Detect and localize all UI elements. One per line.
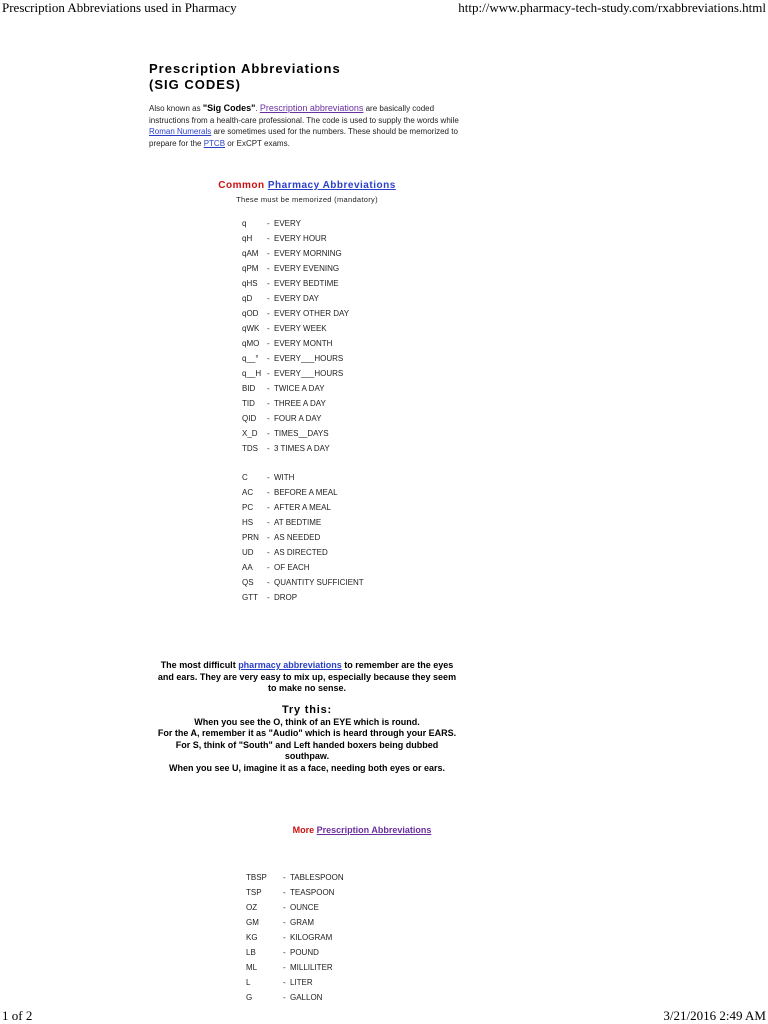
- intro-sig-codes: "Sig Codes": [202, 103, 256, 113]
- abbreviation-dash: -: [267, 249, 270, 258]
- try-this-line: For the A, remember it as "Audio" which is heard through your EARS.: [157, 728, 457, 739]
- abbreviation-code: qAM: [242, 249, 259, 258]
- abbreviation-code: ML: [246, 963, 258, 972]
- abbreviation-dash: -: [267, 324, 270, 333]
- abbreviation-meaning: GRAM: [290, 918, 314, 927]
- abbreviation-row: [242, 383, 442, 395]
- abbreviation-code: AC: [242, 488, 254, 497]
- abbreviation-meaning: 3 TIMES A DAY: [274, 444, 330, 453]
- abbreviation-code: AA: [242, 563, 253, 572]
- abbreviation-meaning: EVERY DAY: [274, 294, 319, 303]
- abbreviation-row: [242, 218, 442, 230]
- abbreviation-dash: -: [267, 488, 270, 497]
- abbreviation-meaning: DROP: [274, 593, 298, 602]
- abbreviation-dash: -: [267, 429, 270, 438]
- common-heading-word: Common: [218, 180, 265, 191]
- abbreviation-meaning: TWICE A DAY: [274, 384, 325, 393]
- abbreviation-code: q__H: [242, 369, 262, 378]
- abbreviation-code: qOD: [242, 309, 259, 318]
- ptcb-link[interactable]: PTCB: [203, 138, 226, 148]
- abbreviation-dash: -: [267, 444, 270, 453]
- abbreviation-meaning: POUND: [290, 948, 319, 957]
- prescription-abbreviations-link[interactable]: Prescription abbreviations: [259, 103, 364, 113]
- abbreviation-row: [242, 428, 442, 440]
- abbreviation-meaning: WITH: [274, 473, 295, 482]
- abbreviation-row: [246, 872, 446, 884]
- try-this-line: When you see U, imagine it as a face, needing both eyes or ears.: [168, 762, 446, 773]
- abbreviation-code: X_D: [242, 429, 258, 438]
- abbreviation-dash: -: [267, 518, 270, 527]
- abbreviation-row: [242, 293, 442, 305]
- abbreviation-meaning: EVERY WEEK: [274, 324, 327, 333]
- abbreviation-row: [246, 932, 446, 944]
- abbreviation-row: [242, 263, 442, 275]
- abbreviation-dash: -: [283, 873, 286, 882]
- page-title-line1: Prescription Abbreviations: [149, 61, 341, 76]
- abbreviation-code: UD: [242, 548, 254, 557]
- try-this-line: For S, think of "South" and Left handed boxers being dubbed southpaw.: [175, 739, 439, 762]
- abbreviation-row: [246, 962, 446, 974]
- abbreviation-row: [246, 887, 446, 899]
- abbreviation-row: [242, 413, 442, 425]
- more-abbreviations-heading: [0, 825, 724, 835]
- abbreviation-row: [246, 992, 446, 1004]
- abbreviation-meaning: AT BEDTIME: [274, 518, 322, 527]
- abbreviation-dash: -: [267, 309, 270, 318]
- abbreviation-dash: -: [267, 578, 270, 587]
- abbreviation-code: qWK: [242, 324, 260, 333]
- abbreviation-row: [242, 248, 442, 260]
- difficult-paragraph: [154, 660, 460, 695]
- abbreviation-code: TSP: [246, 888, 262, 897]
- abbreviation-dash: -: [267, 533, 270, 542]
- abbreviation-code: C: [242, 473, 248, 482]
- abbreviation-code: TID: [242, 399, 255, 408]
- abbreviation-code: KG: [246, 933, 258, 942]
- abbreviation-row: [242, 547, 442, 559]
- abbreviation-meaning: AS DIRECTED: [274, 548, 328, 557]
- pharmacy-abbreviations-link[interactable]: Pharmacy Abbreviations: [267, 180, 396, 191]
- abbreviation-row: [242, 398, 442, 410]
- abbreviation-meaning: MILLILITER: [290, 963, 333, 972]
- common-subtitle: These must be memorized (mandatory): [236, 195, 378, 204]
- abbreviation-code: qPM: [242, 264, 259, 273]
- abbreviation-meaning: OF EACH: [274, 563, 310, 572]
- abbreviation-dash: -: [267, 264, 270, 273]
- abbreviation-row: [242, 517, 442, 529]
- try-this-text: [154, 717, 460, 774]
- intro-text-4: are sometimes used for the numbers. These should be memorized to prepare for the: [149, 127, 458, 148]
- page-title: [149, 61, 341, 93]
- print-header-title: Prescription Abbreviations used in Pharmacy: [2, 0, 237, 15]
- abbreviation-meaning: EVERY EVENING: [274, 264, 340, 273]
- abbreviation-dash: -: [267, 339, 270, 348]
- intro-text-5: or ExCPT exams.: [225, 138, 290, 148]
- abbreviation-code: qH: [242, 234, 253, 243]
- print-header-url: http://www.pharmacy-tech-study.com/rxabbreviations.html: [458, 0, 766, 15]
- abbreviation-row: [242, 487, 442, 499]
- abbreviation-meaning: EVERY OTHER DAY: [274, 309, 350, 318]
- abbreviation-row: [242, 308, 442, 320]
- abbreviation-meaning: EVERY: [274, 219, 301, 228]
- abbreviation-row: [242, 502, 442, 514]
- abbreviation-dash: -: [267, 473, 270, 482]
- abbreviation-dash: -: [283, 918, 286, 927]
- abbreviation-dash: -: [267, 548, 270, 557]
- abbreviation-code: PRN: [242, 533, 259, 542]
- difficult-text-1: The most difficult: [160, 660, 239, 670]
- abbreviation-code: QS: [242, 578, 254, 587]
- abbreviation-row: [242, 338, 442, 350]
- abbreviation-code: qMO: [242, 339, 260, 348]
- abbreviation-row: [246, 902, 446, 914]
- abbreviation-row: [246, 917, 446, 929]
- intro-text-1: Also known as: [149, 104, 203, 113]
- abbreviation-dash: -: [267, 593, 270, 602]
- abbreviation-dash: -: [283, 993, 286, 1002]
- abbreviation-dash: -: [283, 903, 286, 912]
- try-this-heading: Try this:: [282, 704, 332, 716]
- abbreviation-code: PC: [242, 503, 254, 512]
- page-title-line2: (SIG CODES): [149, 77, 241, 92]
- abbreviation-meaning: EVERY MORNING: [274, 249, 342, 258]
- pharmacy-abbreviations-link-2[interactable]: pharmacy abbreviations: [238, 660, 342, 670]
- abbreviation-meaning: AFTER A MEAL: [274, 503, 331, 512]
- abbreviation-dash: -: [267, 294, 270, 303]
- common-abbreviations-heading: [0, 180, 614, 191]
- abbreviation-meaning: EVERY MONTH: [274, 339, 333, 348]
- abbreviation-row: [242, 472, 442, 484]
- abbreviation-code: q: [242, 219, 247, 228]
- intro-text-3: are basically coded instructions from a health-care professional. The code is used to supply the words while: [149, 104, 459, 125]
- abbreviation-dash: -: [267, 563, 270, 572]
- abbreviation-meaning: GALLON: [290, 993, 323, 1002]
- abbreviation-meaning: TEASPOON: [290, 888, 335, 897]
- abbreviation-meaning: EVERY___HOURS: [274, 369, 344, 378]
- abbreviation-dash: -: [283, 963, 286, 972]
- abbreviation-meaning: AS NEEDED: [274, 533, 321, 542]
- abbreviation-code: OZ: [246, 903, 258, 912]
- abbreviation-meaning: KILOGRAM: [290, 933, 333, 942]
- more-prescription-abbreviations-link[interactable]: Prescription Abbreviations: [316, 825, 432, 835]
- abbreviation-dash: -: [267, 414, 270, 423]
- difficult-text-2: to remember are the eyes and ears. They are very easy to mix up, especially because they seem to make no sense.: [157, 660, 457, 693]
- abbreviation-meaning: BEFORE A MEAL: [274, 488, 338, 497]
- abbreviation-row: [242, 323, 442, 335]
- abbreviation-dash: -: [267, 219, 270, 228]
- abbreviation-code: TDS: [242, 444, 258, 453]
- abbreviation-row: [246, 977, 446, 989]
- abbreviation-code: qD: [242, 294, 253, 303]
- abbreviation-code: QID: [242, 414, 257, 423]
- abbreviation-code: BID: [242, 384, 256, 393]
- abbreviation-row: [242, 592, 442, 604]
- abbreviation-code: HS: [242, 518, 254, 527]
- abbreviation-meaning: EVERY___HOURS: [274, 354, 344, 363]
- abbreviation-meaning: EVERY BEDTIME: [274, 279, 339, 288]
- abbreviation-row: [242, 233, 442, 245]
- abbreviation-code: LB: [246, 948, 256, 957]
- abbreviation-row: [242, 353, 442, 365]
- abbreviation-dash: -: [267, 399, 270, 408]
- abbreviation-row: [246, 947, 446, 959]
- abbreviation-code: GTT: [242, 593, 258, 602]
- abbreviation-dash: -: [283, 978, 286, 987]
- abbreviation-dash: -: [267, 503, 270, 512]
- abbreviation-meaning: OUNCE: [290, 903, 319, 912]
- abbreviation-meaning: EVERY HOUR: [274, 234, 327, 243]
- abbreviation-dash: -: [267, 279, 270, 288]
- abbreviation-dash: -: [267, 369, 270, 378]
- intro-text-2: .: [255, 104, 260, 113]
- abbreviation-code: L: [246, 978, 251, 987]
- abbreviation-meaning: LITER: [290, 978, 313, 987]
- abbreviation-dash: -: [267, 234, 270, 243]
- abbreviation-code: GM: [246, 918, 259, 927]
- abbreviation-dash: -: [283, 948, 286, 957]
- abbreviation-meaning: TABLESPOON: [290, 873, 344, 882]
- abbreviation-dash: -: [267, 384, 270, 393]
- abbreviation-row: [242, 278, 442, 290]
- roman-numerals-link[interactable]: Roman Numerals: [149, 127, 212, 137]
- print-footer-datetime: 3/21/2016 2:49 AM: [663, 1008, 766, 1023]
- print-footer-page-count: 1 of 2: [2, 1008, 33, 1023]
- abbreviation-row: [242, 577, 442, 589]
- intro-paragraph: [149, 103, 459, 149]
- abbreviation-dash: -: [283, 888, 286, 897]
- abbreviation-code: qHS: [242, 279, 258, 288]
- abbreviation-row: [242, 368, 442, 380]
- abbreviation-meaning: FOUR A DAY: [274, 414, 322, 423]
- abbreviation-row: [242, 562, 442, 574]
- try-this-line: When you see the O, think of an EYE which is round.: [194, 717, 420, 727]
- abbreviation-row: [242, 532, 442, 544]
- abbreviation-code: q__°: [242, 354, 259, 363]
- abbreviation-row: [242, 443, 442, 455]
- abbreviation-meaning: TIMES__DAYS: [274, 429, 329, 438]
- abbreviation-dash: -: [267, 354, 270, 363]
- abbreviation-code: G: [246, 993, 253, 1002]
- abbreviation-code: TBSP: [246, 873, 267, 882]
- more-heading-word: More: [292, 825, 315, 835]
- abbreviation-meaning: QUANTITY SUFFICIENT: [274, 578, 364, 587]
- abbreviation-dash: -: [283, 933, 286, 942]
- abbreviation-meaning: THREE A DAY: [274, 399, 326, 408]
